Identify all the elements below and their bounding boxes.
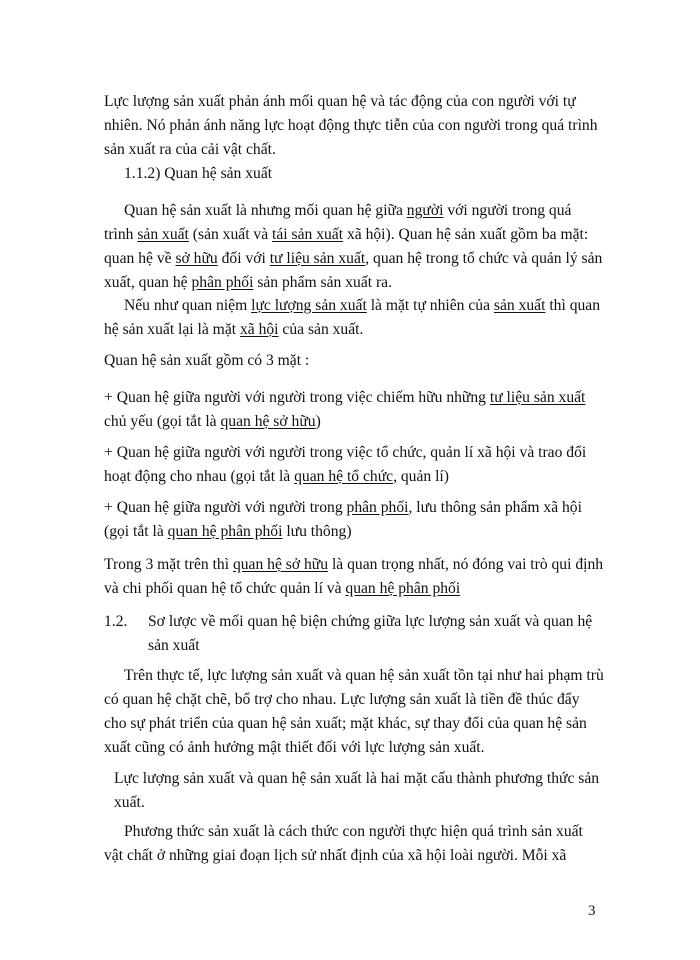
paragraph-dialectical-relation: Trên thực tế, lực lượng sản xuất và quan hệ sản xuất tồn tại như hai phạm trù có quan hệ chặt chẽ, bổ trợ cho nhau. Lực lượng sản xuất là tiền đề thúc đẩy cho sự phát triển của quan hệ sản xuất; mặt khác, sự thay đổi của quan hệ sản xuất cũng có ảnh hưởng mật thiết đối với lực lượng sản xuất. xyxy=(104,667,604,756)
underlined-term: quan hệ phân phối xyxy=(167,523,283,540)
underlined-term: quan hệ phân phối xyxy=(345,580,461,597)
heading-1-1-2: 1.1.2) Quan hệ sản xuất xyxy=(124,165,273,182)
underlined-term: người xyxy=(406,202,444,219)
underlined-term: sở hữu xyxy=(175,250,218,267)
underlined-term: phân phối xyxy=(346,499,409,516)
heading-1-2-title: Sơ lược về mối quan hệ biện chứng giữa lực lượng sản xuất và quan hệ sản xuất xyxy=(148,613,593,654)
paragraph-mode-of-production: Phương thức sản xuất là cách thức con người thực hiện quá trình sản xuất vật chất ở những giai đoạn lịch sử nhất định của xã hội loài người. Mỗi xã xyxy=(104,823,583,864)
page-number: 3 xyxy=(588,903,596,919)
paragraph-relations-definition: Quan hệ sản xuất là nhưng mối quan hệ giữa người với người trong quá trình sản xuất (sản xuất và tái sản xuất xã hội). Quan hệ sản xuất gồm ba mặt: quan hệ về sở hữu đối với tư liệu sản xuất, quan hệ trong tổ chức và quản lý sản xuất, quan hệ phân phối sản phẩm sản xuất ra. xyxy=(104,202,603,291)
underlined-term: phân phối xyxy=(191,274,254,291)
underlined-term: sản xuất xyxy=(493,297,546,314)
bullet-organization: + Quan hệ giữa người với người trong việc tổ chức, quản lí xã hội và trao đổi hoạt động cho nhau (gọi tắt là quan hệ tổ chức, quản lí) xyxy=(104,444,587,485)
heading-1-2-number: 1.2. xyxy=(104,613,128,630)
underlined-term: quan hệ tổ chức xyxy=(294,468,394,485)
paragraph-three-aspects-intro: Quan hệ sản xuất gồm có 3 mặt : xyxy=(104,352,310,369)
paragraph-ownership-most-important: Trong 3 mặt trên thì quan hệ sở hữu là quan trọng nhất, nó đóng vai trò qui định và chi phối quan hệ tổ chức quản lí và quan hệ phân phối xyxy=(104,556,604,597)
underlined-term: xã hội xyxy=(239,321,279,338)
paragraph-natural-social-aspect: Nếu như quan niệm lực lượng sản xuất là mặt tự nhiên của sản xuất thì quan hệ sản xuất lại là mặt xã hội của sản xuất. xyxy=(104,297,601,338)
underlined-term: sản xuất xyxy=(137,226,189,243)
underlined-term: lực lượng sản xuất xyxy=(251,297,367,314)
bullet-distribution: + Quan hệ giữa người với người trong phân phối, lưu thông sản phẩm xã hội (gọi tắt là quan hệ phân phối lưu thông) xyxy=(104,499,582,540)
underlined-term: tư liệu sản xuất xyxy=(269,250,366,267)
underlined-term: quan hệ sở hữu xyxy=(220,413,316,430)
underlined-term: tái sản xuất xyxy=(272,226,344,243)
bullet-ownership: + Quan hệ giữa người với người trong việc chiếm hữu những tư liệu sản xuất chủ yếu (gọi tắt là quan hệ sở hữu) xyxy=(104,389,586,430)
paragraph-mode-components: Lực lượng sản xuất và quan hệ sản xuất là hai mặt cấu thành phương thức sản xuất. xyxy=(114,770,600,811)
underlined-term: quan hệ sở hữu xyxy=(232,556,329,573)
underlined-term: tư liệu sản xuất xyxy=(489,389,586,406)
paragraph-productive-forces: Lực lượng sản xuất phản ánh mối quan hệ và tác động của con người với tự nhiên. Nó phản ánh năng lực hoạt động thực tiễn của con người trong quá trình sản xuất ra của cải vật chất. xyxy=(104,93,598,158)
